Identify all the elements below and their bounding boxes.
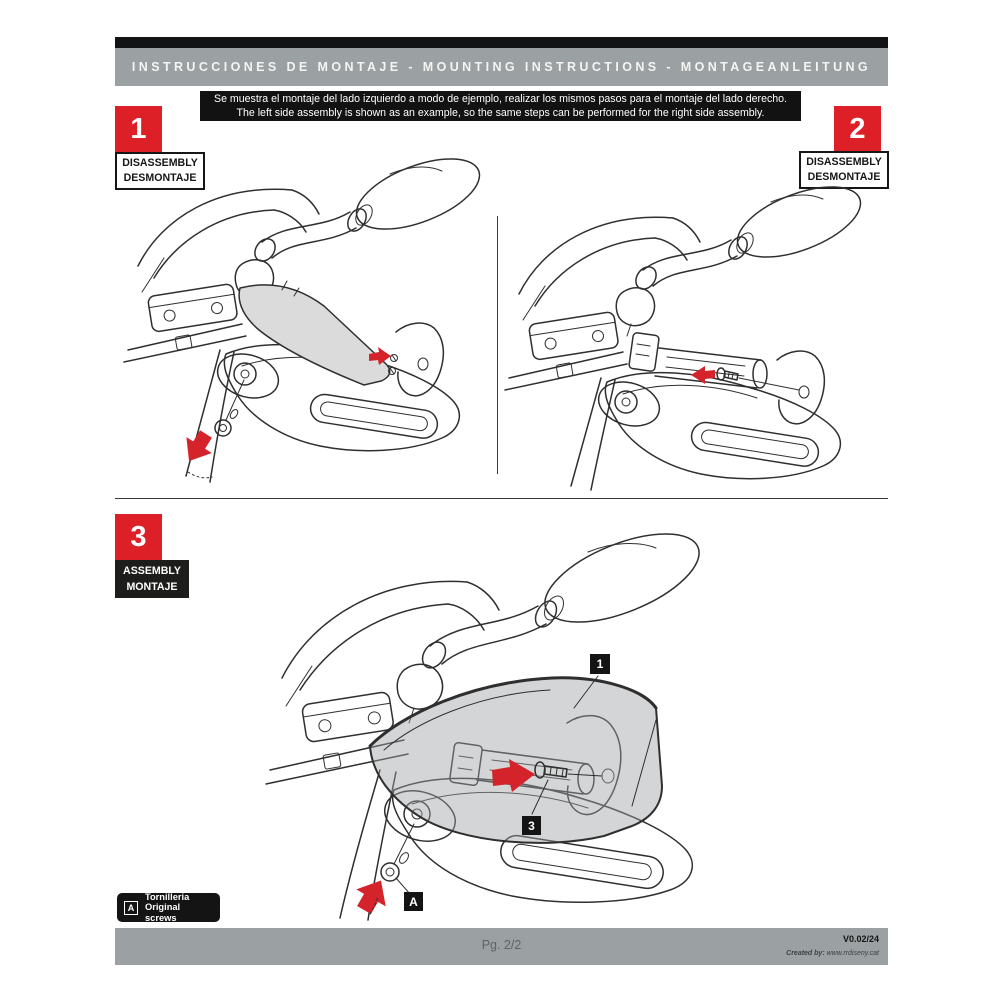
page-number: Pg. 2/2 (481, 938, 522, 952)
mirror-mount (616, 288, 654, 336)
page-title: INSTRUCCIONES DE MONTAJE - MOUNTING INSTRUCTIONS - MONTAGEANLEITUNG (131, 60, 872, 74)
brake-reservoir (528, 311, 619, 360)
red-arrow-up-icon (349, 872, 395, 918)
mirror (632, 182, 870, 293)
callout-1-label: 1 (596, 657, 604, 671)
diagram-step2-disassembly (503, 182, 888, 494)
created-by-label: Created by: (786, 950, 825, 957)
created-by (786, 950, 879, 957)
step-3-label-es: MONTAJE (126, 581, 178, 593)
vertical-divider (497, 216, 498, 474)
mirror (418, 518, 711, 672)
brake-reservoir (147, 283, 238, 332)
legend-key-badge: A (124, 901, 138, 915)
page-header (115, 48, 888, 86)
callout-3 (522, 816, 541, 835)
callout-A (404, 892, 423, 911)
legend-original-screws (117, 893, 220, 922)
bottom-screw (381, 824, 414, 894)
callout-3-label: 3 (528, 819, 535, 833)
legend-line-en: Original screws (145, 902, 181, 923)
note-banner (200, 91, 801, 121)
step-3-number-badge: 3 (115, 514, 162, 560)
top-black-strip (115, 37, 888, 48)
horizontal-divider (115, 498, 888, 499)
guard-mount-bracket (396, 323, 443, 396)
diagram-step3-assembly (252, 518, 744, 923)
grip (655, 348, 767, 388)
switch-housing (629, 332, 660, 371)
step-2-label-es: DESMONTAJE (807, 171, 881, 183)
motion-dashes (188, 472, 212, 478)
mirror (251, 145, 489, 265)
step-3-label-en: ASSEMBLY (123, 565, 181, 577)
step-1-number-badge: 1 (115, 106, 162, 152)
step-2-number-badge: 2 (834, 106, 881, 152)
page-footer (115, 928, 888, 965)
brake-lever (186, 350, 234, 482)
fairing-cowl (138, 189, 319, 292)
fairing-cowl (282, 581, 499, 706)
note-line-english: The left side assembly is shown as an example, so the same steps can be performed for the right side assembly. (236, 107, 765, 119)
handguard-shell (593, 373, 840, 479)
version-label: V0.02/24 (842, 934, 879, 944)
brake-lever (571, 378, 615, 490)
created-by-url: www.rrdiseny.cat (826, 950, 879, 957)
bottom-screw (215, 380, 244, 436)
callout-A-label: A (409, 895, 418, 909)
guard-spoiler-shaded (239, 281, 390, 385)
legend-line-es: Tornilleria (145, 891, 190, 902)
diagram-step1-disassembly (122, 138, 494, 493)
step-2-label-en: DISASSEMBLY (806, 156, 882, 168)
step-1-label-en: DISASSEMBLY (122, 157, 198, 169)
step-1-label-es: DESMONTAJE (123, 172, 197, 184)
step-3-label (115, 560, 189, 598)
note-line-spanish: Se muestra el montaje del lado izquierdo a modo de ejemplo, realizar los mismos pasos para el montaje del lado derecho. (214, 93, 787, 105)
fairing-cowl (519, 217, 700, 320)
